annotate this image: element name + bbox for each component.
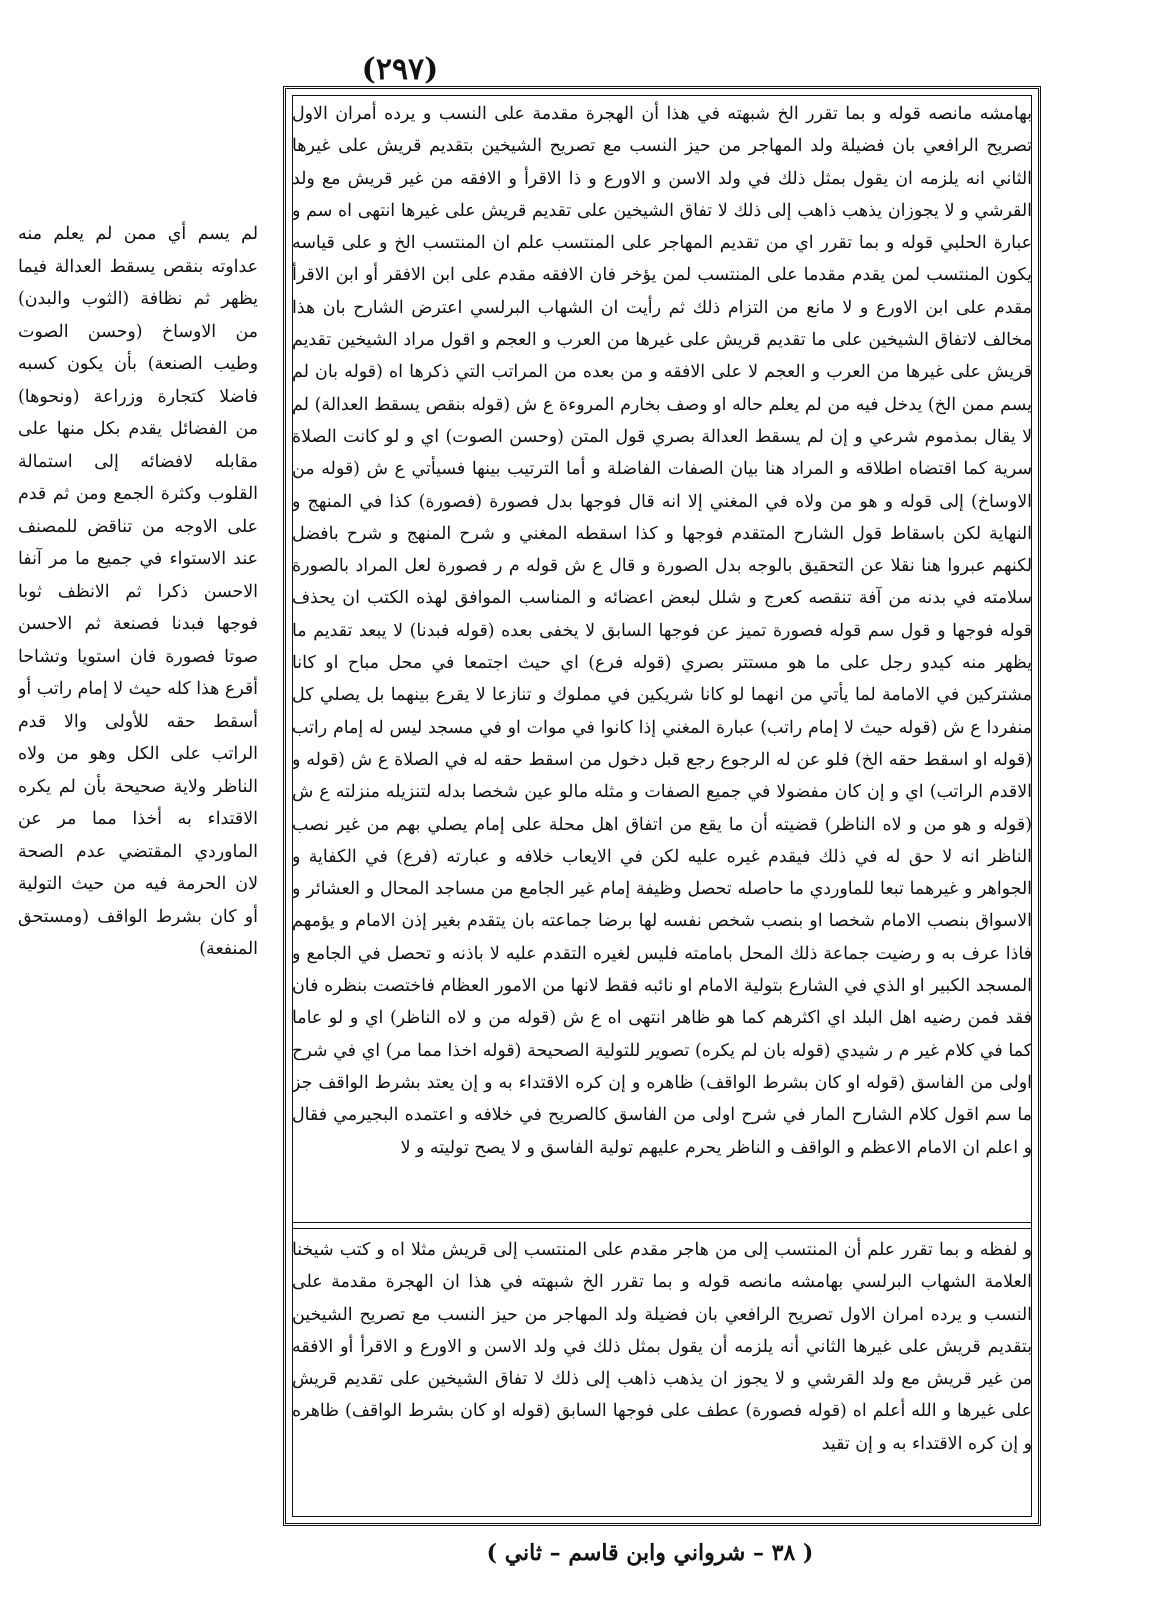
bottom-book-title: ( ٣٨ – شرواني وابن قاسم – ثاني ) [486,1540,814,1566]
divider-line [292,1228,1032,1229]
divider-line [292,1222,1032,1223]
lower-commentary-text: و لفظه و بما تقرر علم أن المنتسب إلى من هاجر مقدم على المنتسب إلى قريش مثلا اه و كتب شيخنا العلامة الشهاب البرلسي بهامشه مانصه قوله و بما تقرر الخ شبهته في هذا ان الهجرة مقدمة على النسب و يرده امران الاول تصريح الرافعي بان فضيلة ولد المهاجر من حيز النسب مع تصريح الشيخين بتقديم قريش على غيرها الثاني أنه يلزمه أن يقول بمثل ذلك في ولد الاسن و الاورع و الاقرأ أو الافقه من غير قريش مع ولد القرشي و لا يجوز ان يذهب ذاهب إلى ذلك لا تفاق الشيخين على تقديم قريش على غيرها و الله أعلم اه (قوله فصورة) عطف على فوجها السابق (قوله او كان بشرط الواقف) ظاهره و إن كره الاقتداء به و إن تقيد [292,1240,1032,1454]
page-number: (٢٩٧) [361,52,439,87]
main-commentary-text: بهامشه مانصه قوله و بما تقرر الخ شبهته في هذا أن الهجرة مقدمة على النسب و يرده أمران الاول تصريح الرافعي بان فضيلة ولد المهاجر من حيز النسب مع تصريح الشيخين بتقديم قريش على غيرها الثاني انه يلزمه ان يقول بمثل ذلك في ولد الاسن و الاورع و ذا الاقرأ و الافقه من غير قريش مع ولد القرشي و لا يجوزان يذهب ذاهب إلى ذلك لا تفاق الشيخين على تقديم قريش على غيرها انتهى اه سم و عبارة الحلبي قوله و بما تقرر اي من تقديم المهاجر على المنتسب علم ان المنتسب الخ و على قياسه يكون المنتسب لمن يقدم مقدما على المنتسب لمن يؤخر فان الافقه مقدم على ابن الافقر أو ابن الاقرأ مقدم على ابن الاورع و لا مانع من التزام ذلك ثم رأيت ان الشهاب البرلسي اعترض الشارح بان هذا مخالف لاتفاق الشيخين على ما تقديم قريش على غيرها من العرب و العجم و اقول مراد الشيخين تقديم قريش على غيرها من العرب و العجم لا على الافقه و من بعده من المراتب التي ذكرها اه (قوله بان لم يسم ممن الخ) يدخل فيه من لم يعلم حاله او وصف بخارم المروءة ع ش (قوله بنقص يسقط العدالة) لم لا يقال بمذموم شرعي و إن لم يسقط العدالة بصري قول المتن (وحسن الصوت) اي و لو كانت الصلاة سرية كما اقتضاه اطلاقه و المراد هنا بيان الصفات الفاضلة و أما الترتيب بينها فسيأتي ع ش (قوله من الاوساخ) إلى قوله و هو من ولاه في المغني إلا انه قال فوجها بدل فصورة (فصورة) كذا في المنهج و النهاية لكن باسقاط قول الشارح المتقدم فوجها و كذا اسقطه المغني و شرح المنهج و شرح بافضل لكنهم عبروا هنا نقلا عن التحقيق بالوجه بدل الصورة و قال ع ش قوله م ر فصورة لعل المراد بالصورة سلامته في بدنه من آفة تنقصه كعرج و شلل لبعض اعضائه و المناسب الموافق لهذه الكتب ان يحذف قوله فوجها و قول سم قوله فصورة تميز عن فوجها السابق لا يخفى بعده (قوله فبدنا) لا يبعد تقديم ما يظهر منه كيدو رجل على ما هو مستتر بصري (قوله فرع) اي حيث اجتمعا في محل مباح او كانا مشتركين في الامامة لما يأتي من انهما لو كانا شريكين في مملوك و تنازعا لا يقرع بينهما بل يصلي كل منفردا ع ش (قوله حيث لا إمام راتب) عبارة المغني إذا كانوا في موات او في مسجد ليس له إمام راتب (قوله او اسقط حقه الخ) فلو عن له الرجوع رجع قبل دخول من اسقط حقه له في الصلاة ع ش (قوله و الاقدم الراتب) اي و إن كان مفضولا في جميع الصفات و مثله مالو عين شخصا بدله لتنزيله منزلته ع ش (قوله و هو من و لاه الناظر) قضيته أن ما يقع من اتفاق اهل محلة على إمام يصلي بهم من غير نصب الناظر انه لا حق له في ذلك فيقدم غيره عليه لكن في الايعاب خلافه و عبارته (فرع) في الكفاية و الجواهر و غيرهما تبعا للماوردي ما حاصله تحصل وظيفة إمام غير الجامع من مساجد المحال و العشائر و الاسواق بنصب الامام شخصا او بنصب شخص نفسه لها برضا جماعته بان يتقدم بغير إذن الامام و يؤمهم فاذا عرف به و رضيت جماعة ذلك المحل بامامته فليس لغيره التقدم عليه لا باذنه و تحصل في الجامع و المسجد الكبير او الذي في الشارع بتولية الامام او نائبه فقط لانها من الامور العظام فاختصت بنظره فان فقد فمن رضيه اهل البلد اي اكثرهم كما هو ظاهر انتهى اه ع ش (قوله من و لاه الناظر) اي و لو عاما كما في كلام غير م ر شيدي (قوله بان لم يكره) تصوير للتولية الصحيحة (قوله اخذا مما مر) اي في شرح اولى من الفاسق (قوله او كان بشرط الواقف) ظاهره و إن كره الاقتداء به و إن يعتد بشرط الواقف جز ما سم اقول كلام الشارح المار في شرح اولى من الفاسق كالصريح في خلافه و اعتمده البجيرمي فقال و اعلم ان الامام الاعظم و الواقف و الناظر يحرم عليهم تولية الفاسق و لا يصح توليته و لا [292,104,1032,1158]
margin-text-column: لم يسم أي ممن لم يعلم منه عداوته بنقص يسقط العدالة فيما يظهر ثم نظافة (الثوب والبدن) من الاوساخ (وحسن الصوت وطيب الصنعة) بأن يكون كسبه فاضلا كتجارة وزراعة (ونحوها) من الفضائل يقدم بكل منها على مقابله لافضائه إلى استمالة القلوب وكثرة الجمع ومن ثم قدم على الاوجه من تناقض للمصنف عند الاستواء في جميع ما مر آنفا الاحسن ذكرا ثم الانظف ثوبا فوجها فبدنا فصنعة ثم الاحسن صوتا فصورة فان استويا وتشاحا أقرع هذا كله حيث لا إمام راتب أو أسقط حقه للأولى والا قدم الراتب على الكل وهو من ولاه الناظر ولاية صحيحة بأن لم يكره الاقتداء به أخذا مما مر عن الماوردي المقتضي عدم الصحة لان الحرمة فيه من حيث التولية أو كان بشرط الواقف (ومستحق المنفعة) [18,224,258,959]
